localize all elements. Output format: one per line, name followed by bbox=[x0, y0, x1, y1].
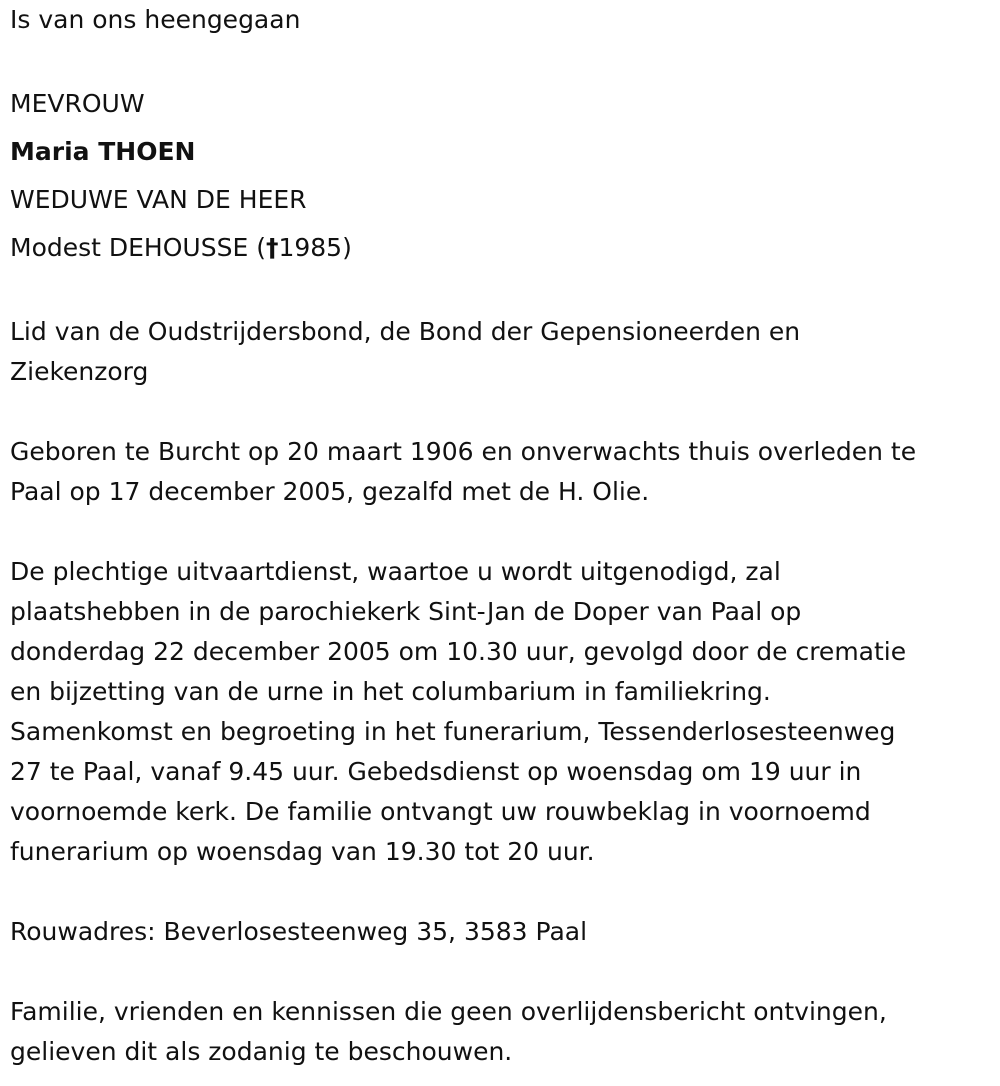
paragraph-line: 27 te Paal, vanaf 9.45 uur. Gebedsdienst op woensdag om 19 uur in bbox=[10, 757, 862, 786]
spacer bbox=[10, 872, 990, 912]
birth-death-paragraph bbox=[10, 432, 990, 512]
obituary-document bbox=[10, 0, 990, 1072]
widow-label: WEDUWE VAN DE HEER bbox=[10, 185, 307, 214]
paragraph-line: plaatshebben in de parochiekerk Sint-Jan de Doper van Paal op bbox=[10, 597, 802, 626]
paragraph-line: gelieven dit als zodanig te beschouwen. bbox=[10, 1037, 513, 1066]
paragraph-line: Geboren te Burcht op 20 maart 1906 en onverwachts thuis overleden te bbox=[10, 437, 917, 466]
intro-text: Is van ons heengegaan bbox=[10, 5, 301, 34]
open-paren: ( bbox=[256, 233, 266, 262]
paragraph-line: Lid van de Oudstrijdersbond, de Bond der Gepensioneerden en bbox=[10, 317, 801, 346]
spacer bbox=[10, 40, 990, 80]
spouse-death-year: 1985 bbox=[278, 233, 343, 262]
paragraph-line: donderdag 22 december 2005 om 10.30 uur, gevolgd door de crematie bbox=[10, 637, 907, 666]
paragraph-line: Samenkomst en begroeting in het funerarium, Tessenderlosesteenweg bbox=[10, 717, 896, 746]
funeral-paragraph bbox=[10, 552, 990, 872]
spacer bbox=[10, 272, 990, 312]
paragraph-line: Paal op 17 december 2005, gezalfd met de H. Olie. bbox=[10, 477, 650, 506]
closing-paragraph bbox=[10, 992, 990, 1072]
paragraph-line: en bijzetting van de urne in het columbarium in familiekring. bbox=[10, 677, 771, 706]
cross-icon: † bbox=[265, 233, 279, 262]
spacer bbox=[10, 392, 990, 432]
paragraph-line: funerarium op woensdag van 19.30 tot 20 uur. bbox=[10, 837, 595, 866]
paragraph-line: De plechtige uitvaartdienst, waartoe u wordt uitgenodigd, zal bbox=[10, 557, 781, 586]
spouse-line bbox=[10, 224, 990, 272]
title-prefix: MEVROUW bbox=[10, 89, 145, 118]
close-paren: ) bbox=[342, 233, 352, 262]
spouse-name: Modest DEHOUSSE bbox=[10, 233, 249, 262]
paragraph-line: Ziekenzorg bbox=[10, 357, 149, 386]
spacer bbox=[10, 952, 990, 992]
spacer bbox=[10, 512, 990, 552]
deceased-name: Maria THOEN bbox=[10, 137, 196, 166]
memberships-paragraph bbox=[10, 312, 990, 392]
paragraph-line: voornoemde kerk. De familie ontvangt uw rouwbeklag in voornoemd bbox=[10, 797, 871, 826]
mourning-address: Rouwadres: Beverlosesteenweg 35, 3583 Paal bbox=[10, 917, 588, 946]
paragraph-line: Familie, vrienden en kennissen die geen overlijdensbericht ontvingen, bbox=[10, 997, 887, 1026]
